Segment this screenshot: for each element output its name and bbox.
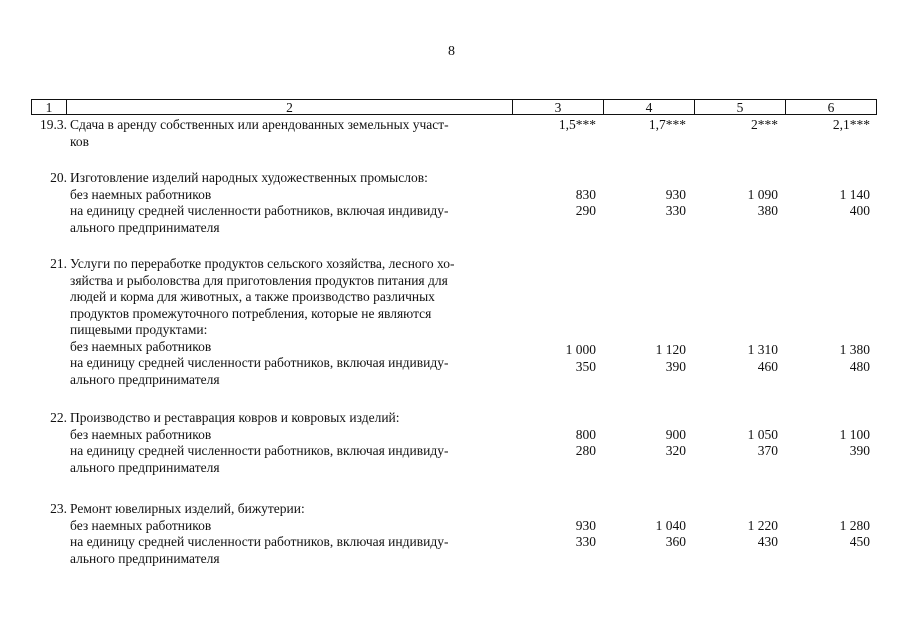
value-col-3: 1 000 — [565, 342, 596, 357]
table-header-col-3: 3 — [512, 99, 604, 115]
sub-label-no-employees: без наемных работников — [70, 338, 212, 354]
row-title-line: пищевыми продуктами: — [70, 322, 208, 337]
value-col-3: 330 — [575, 534, 596, 549]
sub-label-per-employee: на единицу средней численности работников, включая индивиду- — [70, 534, 449, 549]
value-col-5: 1 220 — [747, 517, 778, 533]
table-header-col-6: 6 — [785, 99, 877, 115]
value-col-3: 280 — [575, 443, 596, 458]
value-col-5: 1 050 — [747, 426, 778, 442]
row-title-line: зяйства и рыболовства для приготовления продуктов питания для — [70, 272, 448, 288]
value-col-6: 1 380 — [839, 342, 870, 357]
sub-label-per-employee-cont: ального предпринимателя — [70, 219, 220, 235]
value-col-5: 370 — [757, 443, 778, 458]
value-col-4: 900 — [665, 426, 686, 442]
sub-label-no-employees: без наемных работников — [70, 426, 212, 442]
row-title-line: Услуги по переработке продуктов сельского хозяйства, лесного хо- — [70, 256, 455, 271]
sub-label-per-employee-cont: ального предпринимателя — [70, 371, 220, 387]
row-title-line: продуктов промежуточного потребления, которые не являются — [70, 305, 432, 321]
value-col-6: 2,1*** — [832, 117, 870, 132]
row-number: 21. — [50, 256, 67, 271]
value-col-5: 1 310 — [747, 342, 778, 357]
value-col-4: 320 — [665, 443, 686, 458]
page-number: 8 — [448, 44, 455, 59]
value-col-6: 1 100 — [839, 426, 870, 442]
table-header-col-2: 2 — [66, 99, 513, 115]
table-header-col-4: 4 — [603, 99, 695, 115]
value-col-6: 1 280 — [839, 517, 870, 533]
row-title: Изготовление изделий народных художественных промыслов: — [70, 170, 428, 185]
value-col-4: 1 120 — [655, 342, 686, 357]
row-title: Производство и реставрация ковров и ковровых изделий: — [70, 410, 400, 425]
sub-label-no-employees: без наемных работников — [70, 186, 212, 202]
sub-label-per-employee-cont: ального предпринимателя — [70, 459, 220, 475]
sub-label-no-employees: без наемных работников — [70, 517, 212, 533]
value-col-5: 460 — [757, 359, 778, 374]
description-line: Сдача в аренду собственных или арендованных земельных участ- — [70, 117, 449, 132]
value-col-3: 830 — [575, 186, 596, 202]
value-col-3: 1,5*** — [558, 117, 596, 132]
value-col-6: 390 — [849, 443, 870, 458]
row-description — [70, 410, 510, 476]
sub-label-per-employee: на единицу средней численности работников, включая индивиду- — [70, 443, 449, 458]
row-description — [70, 117, 510, 150]
row-description — [70, 256, 510, 388]
table-header-col-1: 1 — [31, 99, 67, 115]
sub-label-per-employee: на единицу средней численности работников, включая индивиду- — [70, 203, 449, 218]
value-col-6: 450 — [849, 534, 870, 549]
value-col-3: 290 — [575, 203, 596, 218]
row-title: Ремонт ювелирных изделий, бижутерии: — [70, 501, 305, 516]
row-number: 23. — [50, 501, 67, 516]
row-title-line: людей и корма для животных, а также производство различных — [70, 289, 435, 304]
value-col-3: 800 — [575, 426, 596, 442]
value-col-5: 1 090 — [747, 186, 778, 202]
value-col-4: 930 — [665, 186, 686, 202]
value-col-5: 380 — [757, 203, 778, 218]
value-col-4: 1,7*** — [648, 117, 686, 132]
value-col-3: 350 — [575, 359, 596, 374]
value-col-5: 430 — [757, 534, 778, 549]
row-description — [70, 170, 510, 236]
description-line: ков — [70, 133, 89, 149]
value-col-4: 390 — [665, 359, 686, 374]
value-col-6: 480 — [849, 359, 870, 374]
value-col-4: 1 040 — [655, 517, 686, 533]
row-description — [70, 501, 510, 567]
value-col-4: 360 — [665, 534, 686, 549]
value-col-6: 400 — [849, 203, 870, 218]
sub-label-per-employee-cont: ального предпринимателя — [70, 550, 220, 566]
value-col-3: 930 — [575, 517, 596, 533]
value-col-6: 1 140 — [839, 186, 870, 202]
row-number: 22. — [50, 410, 67, 425]
sub-label-per-employee: на единицу средней численности работников, включая индивиду- — [70, 355, 449, 370]
row-number: 20. — [50, 170, 67, 185]
value-col-4: 330 — [665, 203, 686, 218]
table-header-col-5: 5 — [694, 99, 786, 115]
value-col-5: 2*** — [751, 117, 778, 132]
row-number: 19.3. — [40, 117, 67, 132]
